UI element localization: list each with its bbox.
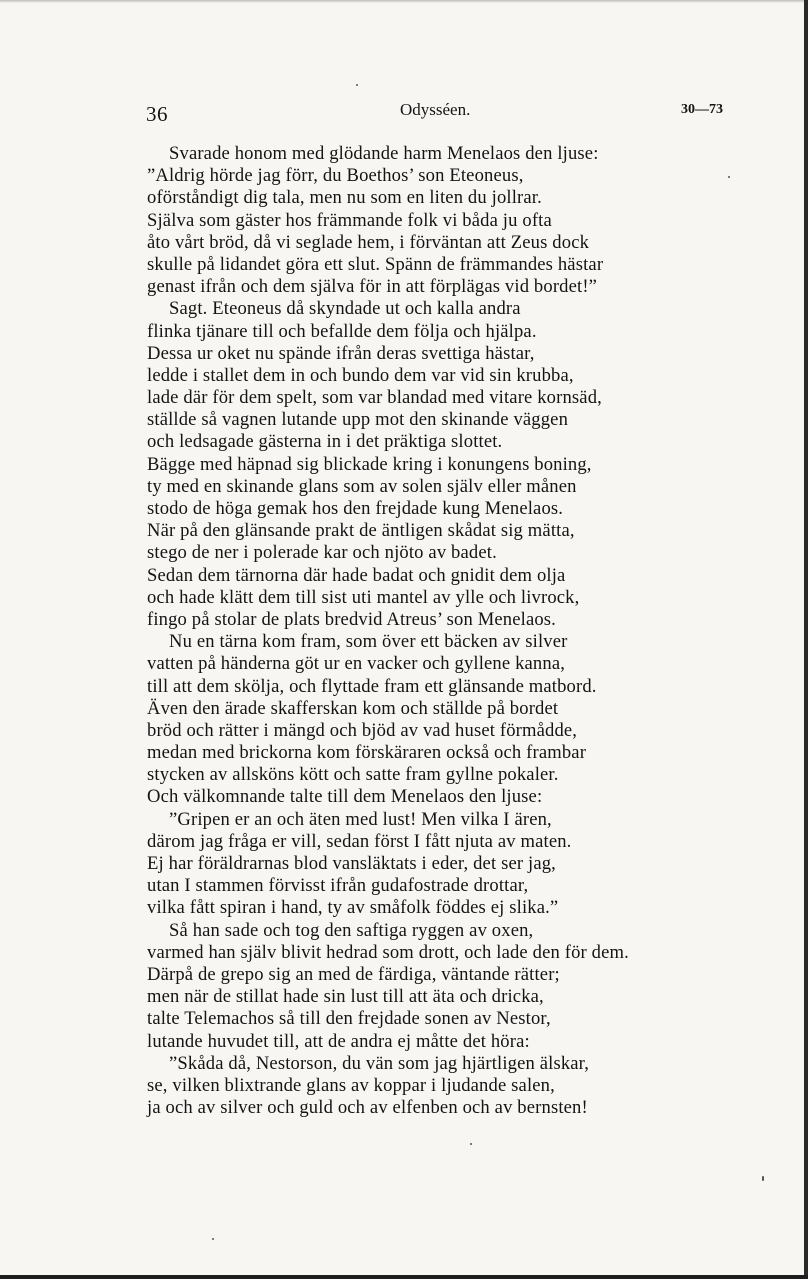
running-title: Odysséen.: [400, 100, 471, 119]
text-line: Själva som gäster hos främmande folk vi båda ju ofta: [147, 209, 552, 231]
text-line: lutande huvudet till, att de andra ej måtte det höra:: [147, 1030, 530, 1052]
text-line: till att dem skölja, och flyttade fram ett glänsande matbord.: [147, 675, 597, 697]
text-line: ”Skåda då, Nestorson, du vän som jag hjärtligen älskar,: [169, 1052, 590, 1074]
text-line: och hade klätt dem till sist uti mantel av ylle och livrock,: [147, 586, 580, 608]
text-line: Och välkomnande talte till dem Menelaos den ljuse:: [147, 786, 543, 808]
text-line: flinka tjänare till och befallde dem följa och hjälpa.: [147, 320, 537, 342]
text-line: ”Aldrig hörde jag förr, du Boethos’ son Eteoneus,: [147, 165, 524, 187]
text-line: Nu en tärna kom fram, som över ett bäcken av silver: [169, 631, 568, 653]
text-line: talte Telemachos så till den frejdade sonen av Nestor,: [147, 1008, 551, 1030]
text-line: fingo på stolar de plats bredvid Atreus’ son Menelaos.: [147, 608, 556, 630]
text-line: men när de stillat hade sin lust till att äta och dricka,: [147, 986, 544, 1008]
text-line: Bägge med häpnad sig blickade kring i konungens boning,: [147, 453, 592, 475]
text-line: Därpå de grepo sig an med de färdiga, väntande rätter;: [147, 963, 560, 985]
scan-speck: [470, 1143, 472, 1145]
text-line: stycken av allsköns kött och satte fram gyllne pokaler.: [147, 764, 559, 786]
text-line: varmed han själv blivit hedrad som drott, och lade den för dem.: [147, 941, 629, 963]
text-line: ”Gripen er an och äten med lust! Men vilka I ären,: [169, 808, 552, 830]
text-line: därom jag fråga er vill, sedan först I fått njuta av maten.: [147, 830, 572, 852]
text-line: lade där för dem spelt, som var blandad med vitare kornsäd,: [147, 387, 602, 409]
text-line: Dessa ur oket nu spände ifrån deras svettiga hästar,: [147, 342, 535, 364]
text-line: stodo de höga gemak hos den frejdade kung Menelaos.: [147, 498, 564, 519]
text-line: Så han sade och tog den saftiga ryggen av oxen,: [169, 919, 534, 941]
signature-mark: 30—73: [681, 102, 723, 117]
text-line: ty med en skinande glans som av solen själv eller månen: [147, 475, 577, 497]
text-line: Sedan dem tärnorna där hade badat och gnidit dem olja: [147, 564, 566, 586]
text-line: ställde så vagnen lutande upp mot den skinande väggen: [147, 409, 569, 431]
poem-text: [147, 143, 747, 1119]
text-line: vatten på händerna göt ur en vacker och gyllene kanna,: [147, 653, 566, 675]
text-line: utan I stammen förvisst ifrån gudafostrade drottar,: [147, 875, 529, 897]
text-line: Ej har föräldrarnas blod vansläktats i eder, det ser jag,: [147, 853, 556, 874]
text-line: Svarade honom med glödande harm Menelaos den ljuse:: [169, 143, 599, 164]
text-line: ledde i stallet dem in och bundo dem var vid sin krubba,: [147, 364, 574, 386]
scan-speck: [356, 84, 358, 86]
text-line: skulle på lidandet göra ett slut. Spänn de främmandes hästar: [147, 253, 604, 275]
text-line: medan med brickorna kom förskäraren också och frambar: [147, 742, 587, 764]
text-line: När på den glänsande prakt de äntligen skådat sig mätta,: [147, 520, 575, 542]
text-line: åto vårt bröd, då vi seglade hem, i förväntan att Zeus dock: [147, 231, 590, 253]
text-line: bröd och rätter i mängd och bjöd av vad huset förmådde,: [147, 719, 578, 741]
scan-speck: [762, 1176, 764, 1181]
page-number: 36: [146, 102, 168, 126]
text-line: och ledsagade gästerna in i det präktiga slottet.: [147, 431, 503, 453]
text-line: ja och av silver och guld och av elfenben och av bernsten!: [147, 1097, 588, 1119]
text-line: Även den ärade skafferskan kom och ställde på bordet: [147, 697, 559, 719]
text-line: oförståndigt dig tala, men nu som en liten du jollrar.: [147, 187, 542, 209]
text-line: vilka fått spiran i hand, ty av småfolk föddes ej slika.”: [147, 897, 559, 919]
page-header: [0, 96, 808, 126]
scan-speck: [212, 1238, 214, 1240]
text-line: genast ifrån och dem själva för in att förplägas vid bordet!”: [147, 276, 598, 298]
scan-speck: [728, 176, 730, 178]
text-line: Sagt. Eteoneus då skyndade ut och kalla andra: [169, 298, 521, 320]
text-line: stego de ner i polerade kar och njöto av badet.: [147, 542, 497, 564]
text-line: se, vilken blixtrande glans av koppar i ljudande salen,: [147, 1074, 555, 1096]
